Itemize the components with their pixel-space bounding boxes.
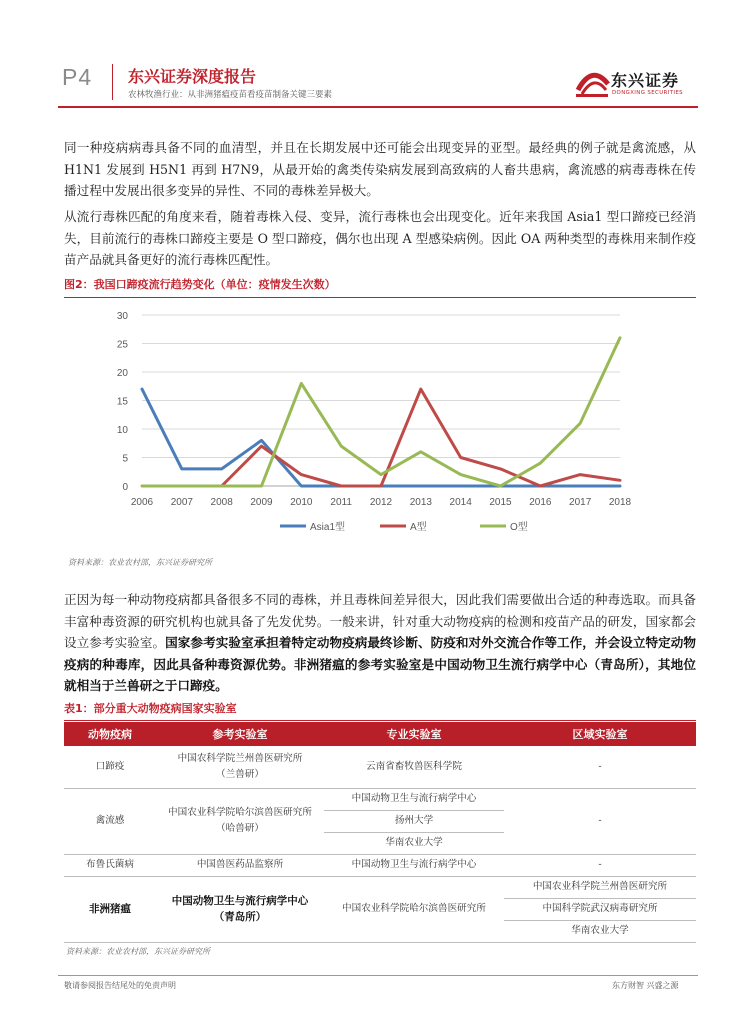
y-tick-label: 30 bbox=[116, 311, 128, 322]
header-professional-lab: 专业实验室 bbox=[324, 722, 504, 746]
y-tick-label: 20 bbox=[116, 368, 128, 379]
header-separator bbox=[112, 64, 113, 100]
table-source: 资料来源：农业农村部，东兴证券研究所 bbox=[66, 947, 210, 956]
report-title: 东兴证券深度报告 bbox=[128, 67, 257, 86]
table-row bbox=[64, 854, 696, 876]
paragraph-normal-text: 正因为每一种动物疫病都具备很多不同的毒株，并且毒株间差异很大，因此我们需要做出合适的种毒选取。而具备丰富种毒资源的研究机构也就具备了先发优势。一般来讲，针对重大动物疫病的检测和疫苗产品的研发，国家都会设立参考实验室。 bbox=[64, 592, 696, 650]
regional-lab-cell: 中国农业科学院兰州兽医研究所 bbox=[504, 876, 696, 898]
table-row bbox=[64, 788, 696, 810]
footer-disclaimer: 敬请参阅报告结尾处的免责声明 bbox=[64, 981, 176, 990]
x-tick-label: 2018 bbox=[608, 497, 632, 508]
regional-lab-cell: - bbox=[504, 854, 696, 876]
lab-name: 中国农科学院兰州兽医研究所 bbox=[177, 752, 303, 764]
x-tick-label: 2016 bbox=[529, 497, 552, 508]
table-header-row bbox=[64, 722, 696, 746]
lab-name: 中国动物卫生与流行病学中心 bbox=[171, 895, 309, 907]
x-tick-label: 2013 bbox=[409, 497, 432, 508]
reference-lab-cell bbox=[156, 876, 324, 942]
y-tick-label: 10 bbox=[116, 425, 128, 436]
regional-lab-cell: - bbox=[504, 788, 696, 854]
series-line-3 bbox=[142, 338, 620, 486]
logo-english-text: DONGXING SECURITIES bbox=[612, 90, 683, 96]
x-tick-label: 2015 bbox=[489, 497, 512, 508]
national-labs-table bbox=[64, 722, 696, 943]
x-tick-label: 2014 bbox=[449, 497, 472, 508]
legend-label: Asia1型 bbox=[310, 522, 346, 533]
disease-cell: 布鲁氏菌病 bbox=[64, 854, 156, 876]
regional-lab-cell: 华南农业大学 bbox=[504, 920, 696, 942]
paragraph-strain-matching: 从流行毒株匹配的角度来看，随着毒株入侵、变异，流行毒株也会出现变化。近年来我国 Asia1 型口蹄疫已经消失，目前流行的毒株口蹄疫主要是 O 型口蹄疫，偶尔也出现 A 型感染病例。因此 OA 两种类型的毒株用来制作疫苗产品就具备更好的流行毒株匹配性。 bbox=[64, 209, 696, 267]
table-title: 表1：部分重大动物疫病国家实验室 bbox=[64, 702, 237, 715]
professional-lab-cell: 中国农业科学院哈尔滨兽医研究所 bbox=[324, 876, 504, 942]
disease-cell: 口蹄疫 bbox=[64, 746, 156, 788]
legend-label: O型 bbox=[510, 522, 528, 533]
x-tick-label: 2011 bbox=[330, 497, 352, 508]
table-row bbox=[64, 876, 696, 898]
header-disease: 动物疫病 bbox=[64, 722, 156, 746]
regional-lab-cell: - bbox=[504, 746, 696, 788]
logo-text: 东兴证券 bbox=[611, 71, 680, 90]
header-regional-lab: 区域实验室 bbox=[504, 722, 696, 746]
paragraph-serotypes: 同一种疫病病毒具备不同的血清型，并且在长期发展中还可能会出现变异的亚型。最经典的例子就是禽流感，从 H1N1 发展到 H5N1 再到 H7N9，从最开始的禽类传染病发展到高致病的人畜共患病，禽流感的病毒毒株在传播过程中发展出很多变异的异性、不同的毒株差异极大。 bbox=[64, 140, 696, 198]
page-number: P4 bbox=[62, 64, 93, 90]
reference-lab-cell: 中国兽医药品监察所 bbox=[156, 854, 324, 876]
header-rule bbox=[58, 106, 698, 108]
report-subtitle: 农林牧渔行业：从非洲猪瘟疫苗看疫苗制备关键三要素 bbox=[128, 90, 333, 100]
disease-cell: 非洲猪瘟 bbox=[64, 876, 156, 942]
x-tick-label: 2009 bbox=[250, 497, 273, 508]
y-tick-label: 0 bbox=[122, 482, 128, 493]
footer-slogan: 东方财智 兴盛之源 bbox=[612, 981, 679, 990]
series-line-1 bbox=[142, 389, 620, 486]
paragraph-reference-lab bbox=[64, 589, 696, 697]
reference-lab-cell bbox=[156, 788, 324, 854]
figure-title-rule bbox=[64, 297, 696, 298]
x-tick-label: 2008 bbox=[210, 497, 233, 508]
lab-short-name: （青岛所） bbox=[213, 911, 267, 923]
regional-lab-cell: 中国科学院武汉病毒研究所 bbox=[504, 898, 696, 920]
lab-short-name: （兰兽研） bbox=[216, 768, 264, 780]
y-tick-label: 25 bbox=[116, 339, 128, 351]
figure-source: 资料来源：农业农村部，东兴证券研究所 bbox=[68, 558, 212, 567]
professional-lab-cell: 云南省畜牧兽医科学院 bbox=[324, 746, 504, 788]
table-row bbox=[64, 746, 696, 788]
x-tick-label: 2007 bbox=[170, 497, 193, 508]
professional-lab-cell: 中国动物卫生与流行病学中心 bbox=[324, 788, 504, 810]
paragraph-bold-text: 国家参考实验室承担着特定动物疫病最终诊断、防疫和对外交流合作等工作，并会设立特定动物疫病的种毒库，因此具备种毒资源优势。非洲猪瘟的参考实验室是中国动物卫生流行病学中心（青岛所），其地位就相当于兰兽研之于口蹄疫。 bbox=[64, 635, 697, 693]
x-tick-label: 2006 bbox=[130, 497, 154, 508]
legend-label: A型 bbox=[410, 522, 427, 533]
table-title-rule bbox=[64, 720, 696, 721]
lab-name: 中国农业科学院哈尔滨兽医研究所 bbox=[168, 807, 312, 818]
professional-lab-cell: 华南农业大学 bbox=[324, 832, 504, 854]
fmd-trend-line-chart bbox=[90, 300, 650, 545]
header-reference-lab: 参考实验室 bbox=[156, 722, 324, 746]
x-tick-label: 2017 bbox=[569, 497, 592, 508]
figure-title: 图2：我国口蹄疫流行趋势变化（单位：疫情发生次数） bbox=[64, 278, 336, 291]
x-tick-label: 2012 bbox=[369, 497, 393, 508]
disease-cell: 禽流感 bbox=[64, 788, 156, 854]
y-tick-label: 5 bbox=[122, 453, 128, 465]
professional-lab-cell: 中国动物卫生与流行病学中心 bbox=[324, 854, 504, 876]
x-tick-label: 2010 bbox=[290, 497, 313, 508]
lab-short-name: （哈兽研） bbox=[216, 823, 264, 834]
y-tick-label: 15 bbox=[116, 396, 128, 408]
professional-lab-cell: 扬州大学 bbox=[324, 810, 504, 832]
footer-rule bbox=[58, 975, 698, 976]
reference-lab-cell bbox=[156, 746, 324, 788]
